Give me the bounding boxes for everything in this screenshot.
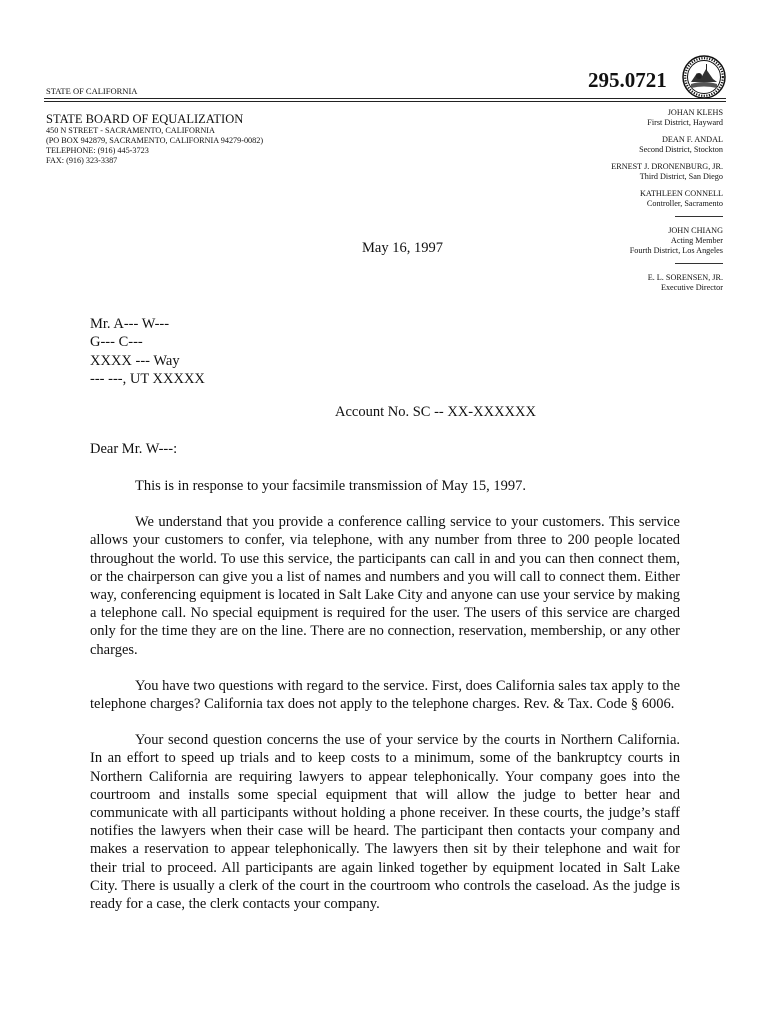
body-paragraph: This is in response to your facsimile transmission of May 15, 1997. [135,478,527,494]
member-name: ERNEST J. DRONENBURG, JR. [611,162,723,171]
address-line: 450 N STREET - SACRAMENTO, CALIFORNIA [46,126,215,135]
member-name: JOHAN KLEHS [667,108,723,117]
member-title: Third District, San Diego [639,172,723,181]
salutation: Dear Mr. W---: [90,441,178,457]
address-line: FAX: (916) 323-3387 [46,156,118,165]
member-title: Fourth District, Los Angeles [629,246,723,255]
body-paragraph: Your second question concerns the use of your service by the courts in Northern California. In an effort to speed up trials and to keep costs to a minimum, some of the bankruptcy courts in Northern California are requiring lawyers to appear telephonically. Your company goes into the courtroom and installs some special equipment that will allow the judge to better hear and communicate with all participants without holding a phone receiver. In these courts, the judge’s staff notifies the lawyers when their case will be heard. The participant then contacts your company and makes a reservation to appear telephonically. The lawyers then sit by their telephone and wait for their trial to proceed. All participants are again linked together by equipment located in Salt Lake City. There is usually a clerk of the court in the courtroom who controls the caseload. As the judge is ready for a case, the clerk contacts your company. [90,732,680,913]
member-separator [675,263,723,264]
member-name: E. L. SORENSEN, JR. [647,273,723,282]
address-line: TELEPHONE: (916) 445-3723 [46,146,149,155]
body-paragraph: You have two questions with regard to the service. First, does California sales tax apply to the telephone charges? California tax does not apply to the telephone charges. Rev. & Tax. Code § 6006. [90,677,680,713]
address-line: (PO BOX 942879, SACRAMENTO, CALIFORNIA 94279-0082) [46,136,264,145]
member-title: Second District, Stockton [639,145,723,154]
recipient-line: --- ---, UT XXXXX [90,371,205,388]
header-rule [44,101,726,102]
member-name: JOHN CHIANG [668,226,723,235]
board-members [523,108,723,300]
member-entry [523,273,723,293]
member-name: DEAN F. ANDAL [662,135,723,144]
member-name: KATHLEEN CONNELL [640,189,723,198]
member-title: First District, Hayward [647,118,723,127]
member-title: Executive Director [660,283,723,292]
letter-date: May 16, 1997 [362,240,443,256]
state-label: STATE OF CALIFORNIA [46,86,138,96]
recipient-line: XXXX --- Way [90,352,180,369]
member-entry [523,189,723,209]
member-entry [523,226,723,256]
agency-address [46,126,263,166]
letter-body [90,477,680,931]
header-rule [44,98,726,99]
member-title: Acting Member [670,236,723,245]
body-paragraph: We understand that you provide a conference calling service to your customers. This service allows your customers to confer, via telephone, with any number from three to 200 people located throughout the world. To use this service, the participants can call in and you can then connect them, or the chairperson can give you a list of names and numbers and you will call to connect them. Either way, conferencing equipment is located in Salt Lake City and anyone can use your service by making a telephone call. No special equipment is required for the user. The users of this service are charged only for the time they are on the line. There are no connection, reservation, membership, or any other charges. [90,514,680,658]
member-entry [523,135,723,155]
member-entry [523,108,723,128]
account-number: Account No. SC -- XX-XXXXXX [335,404,536,420]
member-entry [523,162,723,182]
document-number: 295.0721 [588,68,667,92]
recipient-line: G--- C--- [90,334,143,351]
member-title: Controller, Sacramento [646,199,723,208]
recipient-address [90,315,205,389]
member-separator [675,216,723,217]
agency-name: STATE BOARD OF EQUALIZATION [46,112,244,126]
california-state-seal-icon [682,55,726,99]
recipient-line: Mr. A--- W--- [90,316,170,332]
